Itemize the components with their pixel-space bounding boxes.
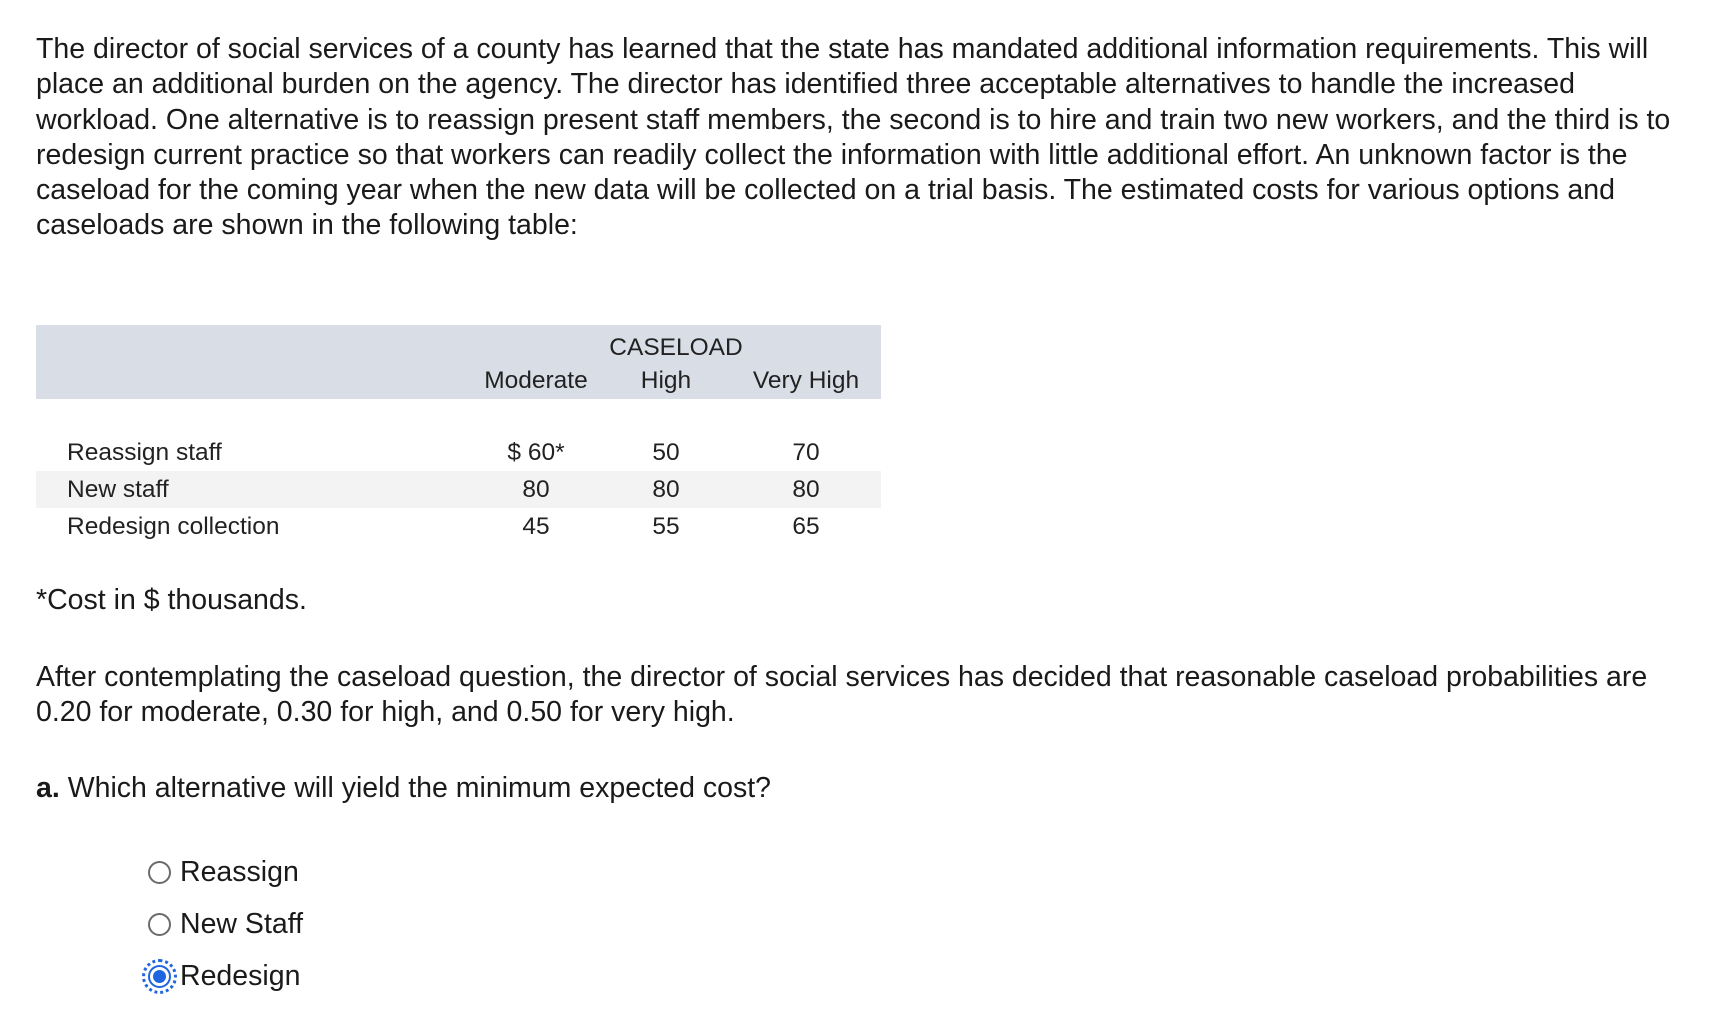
option-new-staff[interactable] [148,898,303,950]
column-header-moderate: Moderate [484,366,588,394]
problem-intro: The director of social services of a county has learned that the state has mandated additional information requirements. This will place an additional burden on the agency. The director has identified three acceptable alternatives to handle the increased workload. One alternative is to reassign present staff members, the second is to hire and train two new workers, and the third is to redesign current practice so that workers can readily collect the information with little additional effort. An unknown factor is the caseload for the coming year when the new data will be collected on a trial basis. The estimated costs for various options and caseloads are shown in the following table: [36,33,1671,242]
question-a [36,772,771,805]
table-cell: 50 [652,438,680,466]
row-label-redesign-collection: Redesign collection [67,512,280,540]
table-column-header-row [36,362,881,399]
table-row [36,508,881,545]
table-group-header-row [36,325,881,362]
table-row [36,471,881,508]
question-text: Which alternative will yield the minimum expected cost? [67,772,771,804]
radio-button[interactable] [148,861,171,884]
option-label: Reassign [180,855,299,888]
table-footnote: *Cost in $ thousands. [36,584,307,616]
table-cell: 70 [792,438,820,466]
question-letter: a. [36,772,60,804]
column-header-high: High [640,366,692,394]
radio-button[interactable] [148,913,171,936]
table-cell: 55 [652,512,680,540]
column-header-very-high: Very High [752,366,860,394]
row-label-reassign-staff: Reassign staff [67,438,222,466]
table-cell: 45 [522,512,550,540]
option-reassign[interactable] [148,846,303,898]
table-cell: 65 [792,512,820,540]
row-label-new-staff: New staff [67,475,169,503]
table-cell: $ 60* [507,438,565,466]
probabilities-text: After contemplating the caseload question, the director of social services has decided that reasonable caseload probabilities are 0.20 for moderate, 0.30 for high, and 0.50 for very high. [36,661,1648,729]
table-cell: 80 [522,475,550,503]
option-label: Redesign [180,959,301,992]
caseload-header: CASELOAD [609,334,743,361]
cost-table [36,325,881,545]
option-redesign[interactable] [148,950,303,1002]
answer-options [148,846,303,1002]
option-label: New Staff [180,907,304,940]
table-row [36,434,881,471]
radio-button-selected[interactable] [148,965,171,988]
table-cell: 80 [652,475,680,503]
table-cell: 80 [792,475,820,503]
